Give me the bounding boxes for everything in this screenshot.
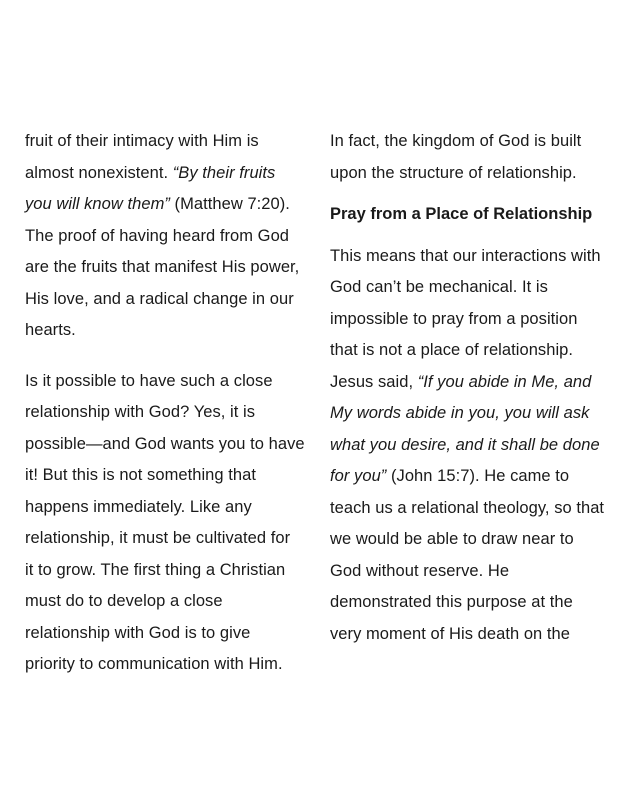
italic-quote: My words abide in you, you will ask	[330, 404, 590, 422]
text-line	[25, 586, 325, 618]
text-run: This means that our interactions with	[330, 246, 601, 265]
text-run: His love, and a radical change in our	[25, 289, 294, 308]
text-line	[25, 397, 325, 429]
text-run: relationship with God is to give	[25, 623, 251, 642]
text-run: teach us a relational theology, so that	[330, 498, 605, 517]
text-line	[25, 366, 325, 398]
text-run: it! But this is not something that	[25, 466, 256, 484]
text-run: impossible to pray from a position	[330, 309, 578, 328]
text-line	[25, 523, 325, 555]
text-line	[25, 284, 325, 316]
text-run: (Matthew 7:20).	[169, 195, 290, 213]
paragraph	[25, 366, 325, 681]
right-column	[330, 126, 626, 650]
text-line	[330, 398, 626, 430]
text-run: almost nonexistent.	[25, 163, 173, 182]
paragraph-spacer	[25, 347, 325, 366]
text-line	[25, 221, 325, 253]
text-line	[25, 555, 325, 587]
text-line	[330, 304, 626, 336]
text-run: Is it possible to have such a close	[25, 371, 273, 390]
text-line	[25, 189, 325, 221]
italic-quote: “By their fruits	[172, 163, 276, 182]
left-column	[25, 126, 325, 681]
text-line	[330, 619, 626, 651]
text-line	[330, 241, 626, 273]
text-run: relationship with God? Yes, it is	[25, 403, 256, 421]
text-run: relationship, it must be cultivated for	[25, 529, 291, 547]
text-line	[25, 618, 325, 650]
paragraph	[25, 126, 325, 347]
text-run: hearts.	[25, 321, 76, 339]
text-run: must do to develop a close	[25, 592, 223, 610]
text-line	[25, 429, 325, 461]
text-line	[25, 158, 325, 190]
text-run: The proof of having heard from God	[25, 226, 290, 245]
text-line	[25, 315, 325, 347]
text-line	[330, 158, 626, 190]
text-run: possible—and God wants you to have	[25, 434, 305, 453]
text-run: that is not a place of relationship.	[330, 341, 574, 359]
text-line	[25, 252, 325, 284]
text-run: we would be able to draw near to	[330, 530, 574, 548]
italic-quote: what you desire, and it shall be done	[330, 435, 600, 454]
text-line	[330, 493, 626, 525]
text-line	[330, 430, 626, 462]
text-run: (John 15:7). He came to	[386, 467, 570, 485]
text-line	[25, 492, 325, 524]
text-line	[330, 461, 626, 493]
text-run: happens immediately. Like any	[25, 497, 252, 516]
text-run: priority to communication with Him.	[25, 655, 283, 673]
italic-quote: “If you abide in Me, and	[417, 372, 592, 391]
text-line	[330, 367, 626, 399]
text-run: fruit of their intimacy with Him is	[25, 132, 259, 150]
section-heading: Pray from a Place of Relationship	[330, 205, 593, 223]
italic-quote: you will know them”	[25, 195, 170, 213]
text-line	[25, 460, 325, 492]
text-run: demonstrated this purpose at the	[330, 593, 573, 611]
text-line	[25, 126, 325, 158]
text-line	[330, 524, 626, 556]
text-line	[330, 335, 626, 367]
paragraph	[330, 126, 626, 189]
text-run: Jesus said,	[330, 372, 418, 391]
text-line	[330, 272, 626, 304]
paragraph	[330, 241, 626, 651]
text-run: are the fruits that manifest His power,	[25, 258, 300, 276]
text-line	[330, 556, 626, 588]
text-line	[330, 587, 626, 619]
text-run: In fact, the kingdom of God is built	[330, 132, 582, 150]
text-run: God can’t be mechanical. It is	[330, 278, 548, 296]
text-run: God without reserve. He	[330, 561, 510, 580]
italic-quote: for you”	[330, 467, 387, 485]
text-run: very moment of His death on the	[330, 624, 571, 643]
text-line	[330, 126, 626, 158]
text-line	[25, 649, 325, 681]
text-run: it to grow. The first thing a Christian	[25, 560, 286, 579]
text-run: upon the structure of relationship.	[330, 163, 577, 182]
